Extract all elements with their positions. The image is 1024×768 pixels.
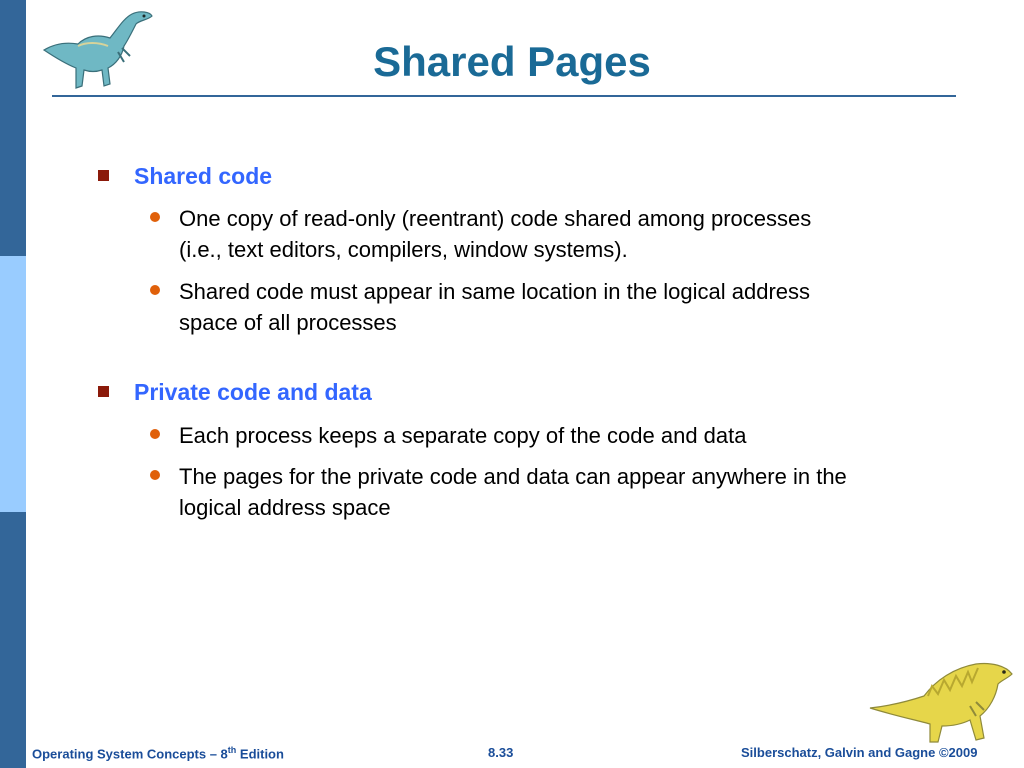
slide-title: Shared Pages bbox=[373, 38, 651, 85]
section-heading: Private code and data bbox=[134, 379, 372, 405]
square-bullet-icon bbox=[98, 386, 109, 397]
bullet-text: The pages for the private code and data can appear anywhere in the logical address space bbox=[179, 464, 847, 520]
round-bullet-icon bbox=[150, 285, 160, 295]
round-bullet-icon bbox=[150, 212, 160, 222]
sidebar-stripe bbox=[0, 0, 26, 768]
title-underline bbox=[52, 95, 956, 97]
dinosaur-icon bbox=[866, 656, 1016, 746]
section-heading: Shared code bbox=[134, 163, 273, 189]
sidebar-segment-middle bbox=[0, 256, 26, 512]
footer-book-title: Operating System Concepts – 8th Edition bbox=[32, 745, 284, 762]
footer-copyright: Silberschatz, Galvin and Gagne ©2009 bbox=[741, 745, 978, 760]
round-bullet-icon bbox=[150, 429, 160, 439]
bullet-text: Each process keeps a separate copy of the code and data bbox=[179, 423, 747, 448]
sidebar-segment-bottom bbox=[0, 512, 26, 768]
bullet-text: One copy of read-only (reentrant) code shared among processes (i.e., text editors, compilers, window systems). bbox=[179, 206, 812, 262]
square-bullet-icon bbox=[98, 170, 109, 181]
footer-page-number: 8.33 bbox=[488, 745, 514, 760]
round-bullet-icon bbox=[150, 470, 160, 480]
bullet-text: Shared code must appear in same location in the logical address space of all processes bbox=[179, 279, 811, 335]
